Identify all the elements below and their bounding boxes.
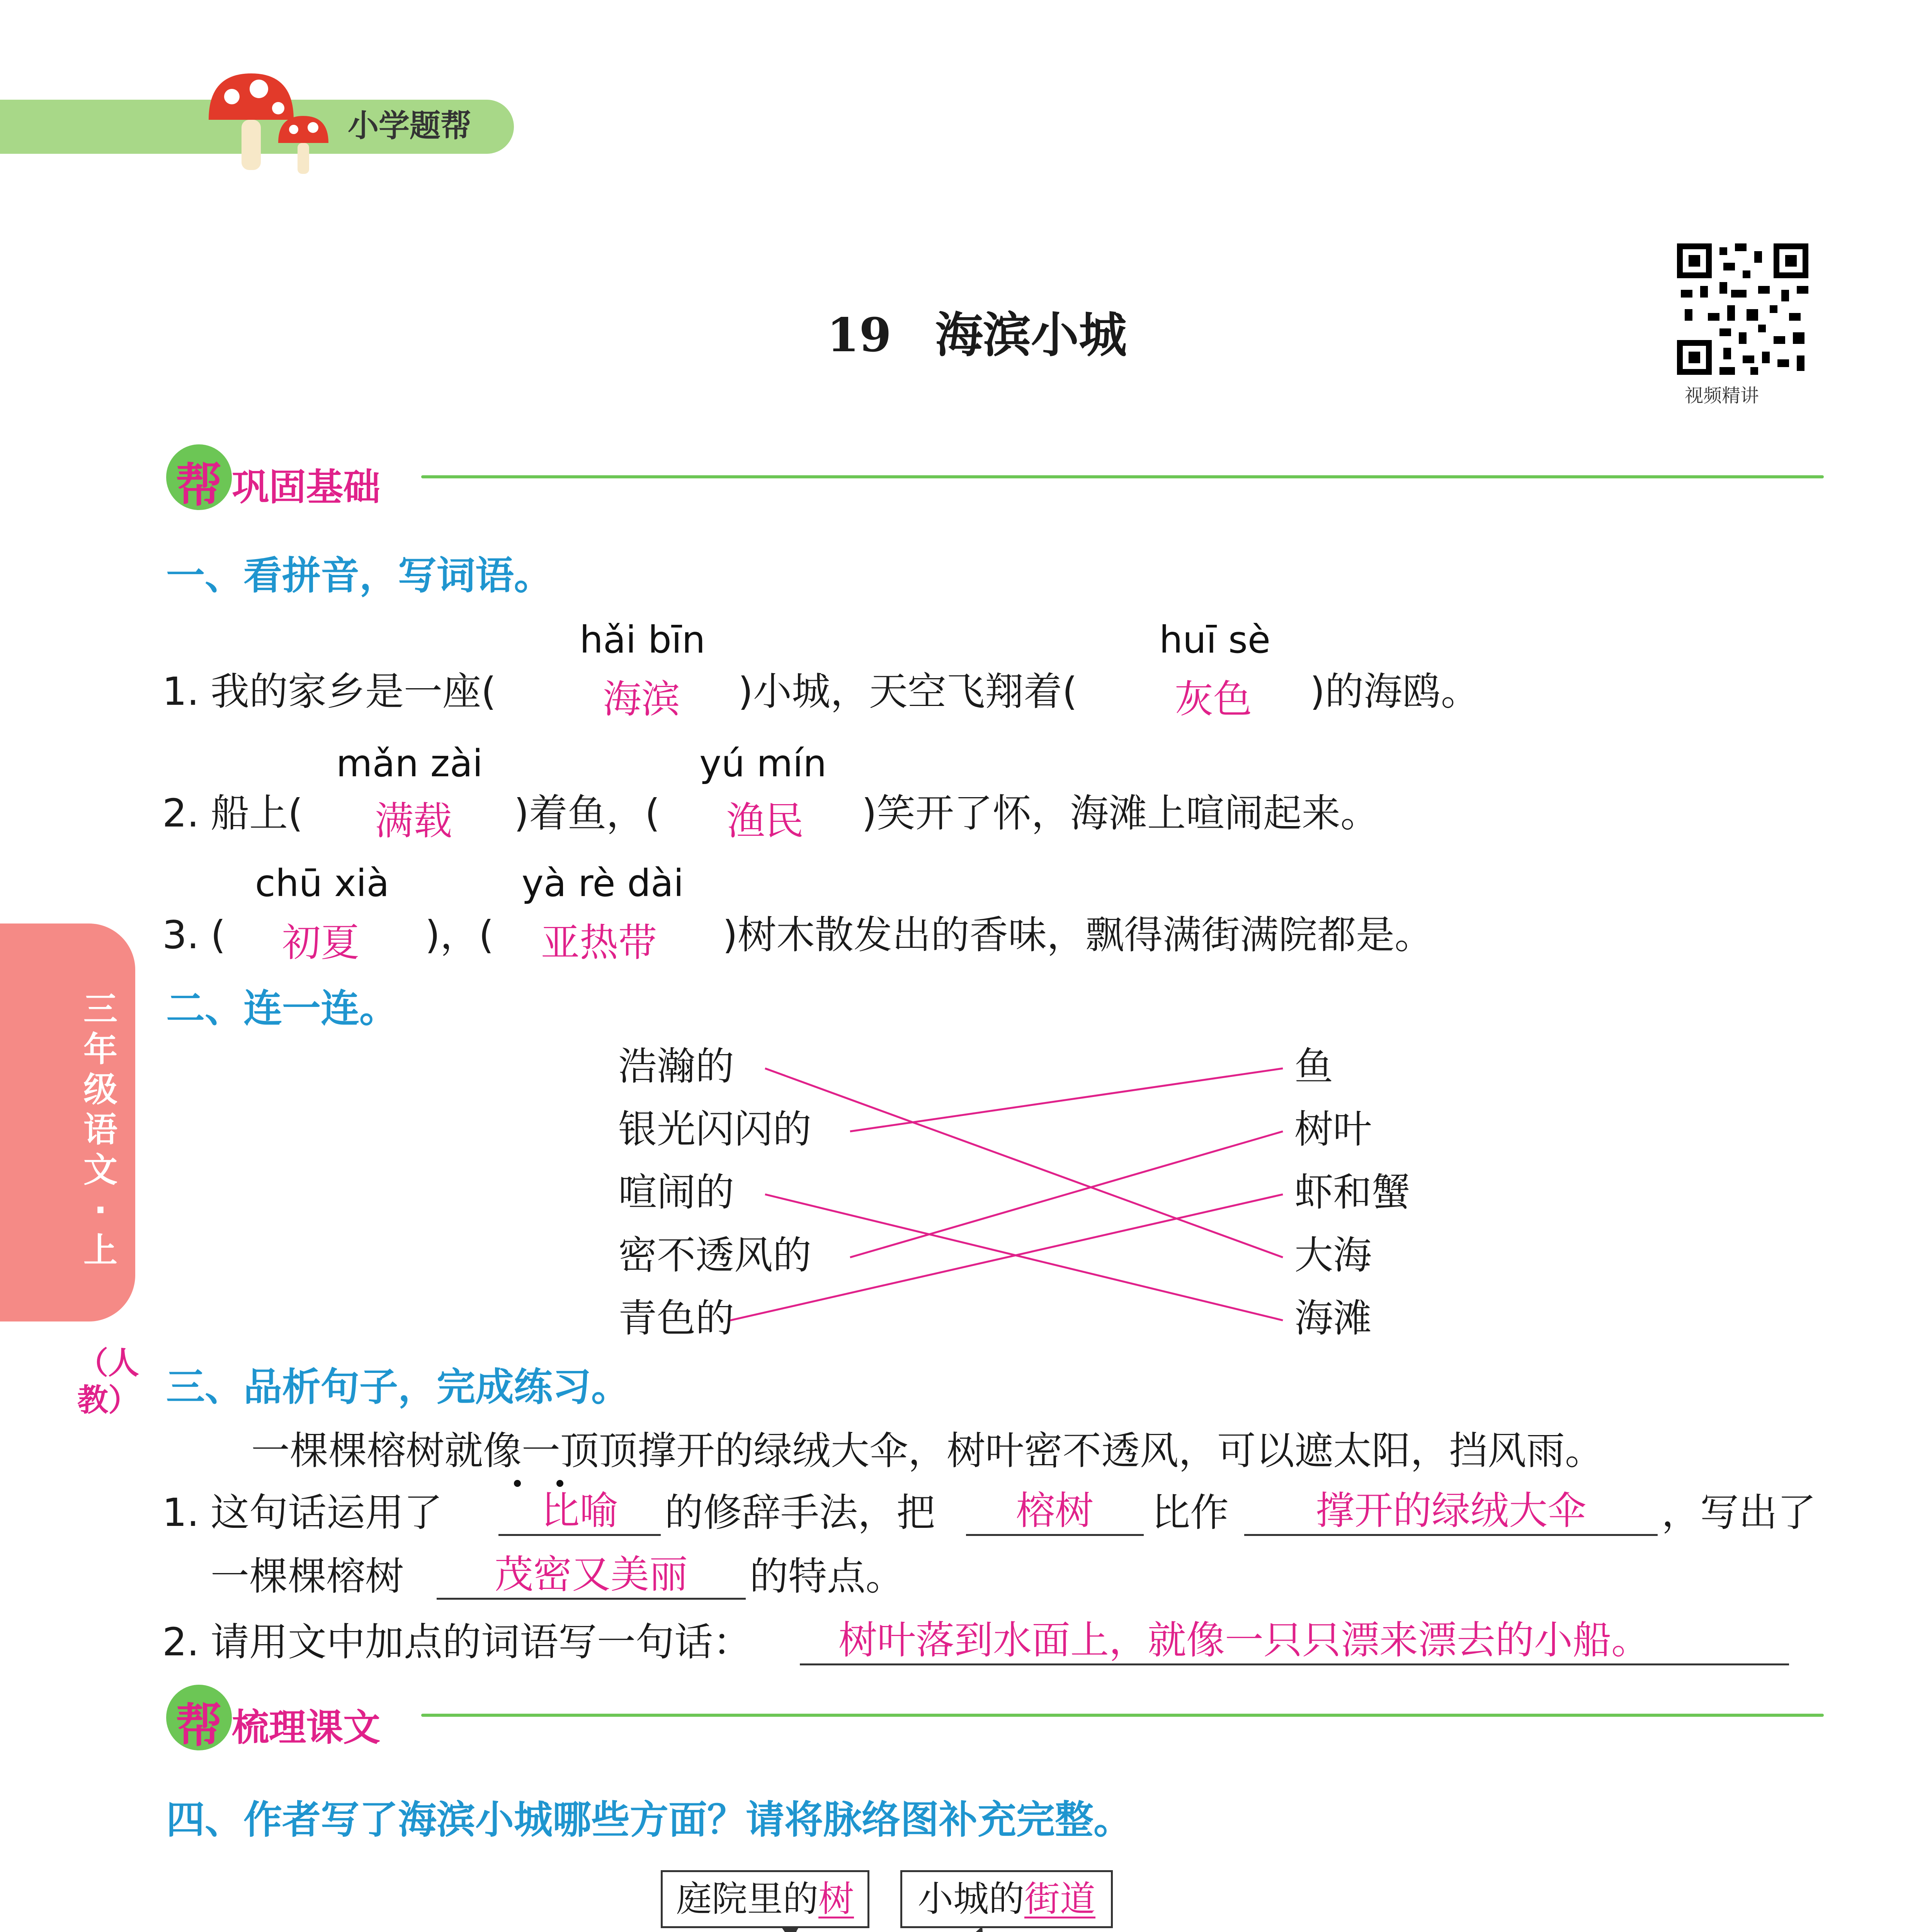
section-banner-review: 帮 梳理课文	[166, 1677, 1824, 1754]
answer-blank: 茂密又美丽	[437, 1555, 746, 1600]
sentence-text: )着鱼，(	[514, 791, 660, 836]
sentence-text: (	[211, 912, 226, 957]
brand-label: 小学题帮	[348, 108, 471, 144]
answer: 灰色	[1175, 677, 1252, 722]
pinyin: hǎi bīn	[580, 618, 706, 662]
sentence-text: 这句话运用了	[211, 1490, 442, 1535]
answer-blank: 比喻	[498, 1492, 661, 1536]
sentence-text: )小城，天空飞翔着(	[738, 669, 1078, 714]
answer-blank: 树叶落到水面上，就像一只只漂来漂去的小船。	[800, 1621, 1789, 1665]
sentence-text: 的修辞手法，把	[665, 1490, 935, 1535]
left-item: 青色的	[618, 1296, 734, 1341]
sentence-text: 我的家乡是一座(	[211, 669, 497, 714]
q1-title: 一、看拼音，写词语。	[166, 553, 553, 598]
sentence-text: )笑开了怀，海滩上喧闹起来。	[862, 791, 1379, 836]
left-item: 喧闹的	[618, 1170, 734, 1215]
question-number: 3.	[162, 912, 199, 957]
sentence-text: 船上(	[211, 791, 303, 836]
sentence-text: )树木散发出的香味，飘得满街满院都是。	[723, 912, 1434, 957]
node-courtyard-trees: 庭院里的树	[661, 1870, 869, 1928]
sentence-text: 的特点。	[750, 1554, 904, 1599]
answer: 渔民	[726, 798, 804, 844]
q2-title: 二、连一连。	[166, 986, 398, 1031]
sentence-text: )，(	[425, 912, 494, 957]
answer: 亚热带	[541, 920, 657, 965]
right-item: 海滩	[1294, 1296, 1372, 1341]
left-item: 密不透风的	[618, 1233, 811, 1278]
pinyin: yú mín	[699, 742, 827, 785]
answer-blank: 榕树	[966, 1492, 1144, 1536]
answer-blank: 撑开的绿绒大伞	[1244, 1492, 1658, 1536]
left-item: 银光闪闪的	[618, 1107, 811, 1152]
sentence-text: 请用文中加点的词语写一句话：	[211, 1619, 752, 1665]
question-number: 2.	[162, 1619, 199, 1665]
pinyin: mǎn zài	[336, 742, 483, 785]
right-item: 虾和蟹	[1294, 1170, 1410, 1215]
right-item: 树叶	[1294, 1107, 1372, 1152]
side-tab-edition: （人教）	[77, 1345, 139, 1418]
sentence-text: 一棵棵榕树	[211, 1554, 404, 1599]
answer: 满载	[375, 798, 452, 844]
right-item: 鱼	[1294, 1044, 1333, 1089]
pinyin: chū xià	[255, 862, 389, 905]
side-tab-grade: 三年级语文·上	[83, 989, 117, 1270]
left-item: 浩瀚的	[618, 1044, 734, 1089]
question-number: 1.	[162, 1490, 199, 1535]
q3-title: 三、品析句子，完成练习。	[166, 1364, 630, 1410]
lesson-number: 19	[827, 308, 891, 362]
node-city-streets: 小城的街道	[900, 1870, 1113, 1928]
sentence-text: 比作	[1151, 1490, 1229, 1535]
answer: 海滨	[603, 677, 680, 722]
sentence-text: ，写出了	[1662, 1490, 1816, 1535]
qr-caption: 视频精讲	[1685, 385, 1759, 406]
pinyin: yà rè dài	[522, 862, 684, 905]
sentence-text: )的海鸥。	[1310, 669, 1480, 714]
right-item: 大海	[1294, 1233, 1372, 1278]
question-number: 1.	[162, 669, 199, 714]
pinyin: huī sè	[1159, 618, 1270, 662]
question-number: 2.	[162, 791, 199, 836]
lesson-title: 海滨小城	[935, 308, 1127, 363]
quoted-sentence: 一棵棵榕树就像一顶顶撑开的绿绒大伞，树叶密不透风，可以遮太阳，挡风雨。	[251, 1428, 1604, 1473]
q4-title: 四、作者写了海滨小城哪些方面？请将脉络图补充完整。	[166, 1797, 1132, 1842]
section-banner-basics: 帮 巩固基础	[166, 437, 1824, 514]
answer: 初夏	[282, 920, 359, 965]
